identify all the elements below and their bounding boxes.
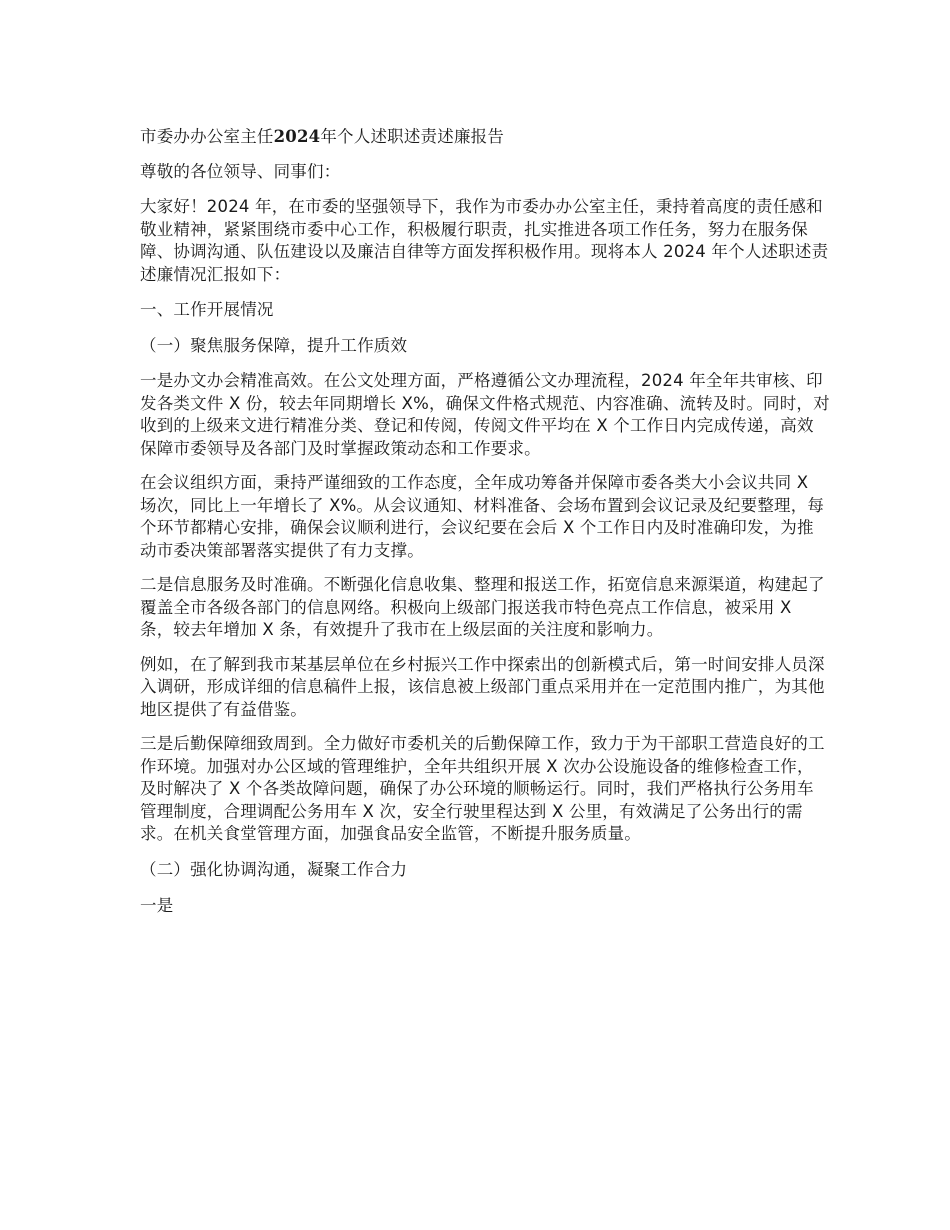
paragraph-logistics: 三是后勤保障细致周到。全力做好市委机关的后勤保障工作，致力于为干部职工营造良好的工作环境。加强对办公区域的管理维护，全年共组织开展 X 次办公设施设备的维修检查工作，及时解决了 X 个各类故障问题，确保了办公环境的顺畅运行。同时，我们严格执行公务用车管理制度，合理调配公务用车 X 次，安全行驶里程达到 X 公里，有效满足了公务出行的需求。在机关食堂管理方面，加强食品安全监管，不断提升服务质量。 xyxy=(140,734,825,843)
document-title xyxy=(140,124,830,150)
subsection-heading-coordination: （二）强化协调沟通，凝聚工作合力 xyxy=(140,859,408,879)
salutation: 尊敬的各位领导、同事们： xyxy=(140,162,341,181)
title-prefix: 市委办办公室主任 xyxy=(140,127,274,146)
paragraph-meeting-organization: 在会议组织方面，秉持严谨细致的工作态度，全年成功筹备并保障市委各类大小会议共同 X 场次，同比上一年增长了 X%。从会议通知、材料准备、会场布置到会议记录及纪要整理，每个环节都精心安排，确保会议顺利进行，会议纪要在会后 X 个工作日内及时准确印发，为推动市委决策部署落实提供了有力支撑。 xyxy=(140,473,825,560)
paragraph-information-service: 二是信息服务及时准确。不断强化信息收集、整理和报送工作，拓宽信息来源渠道，构建起了覆盖全市各级各部门的信息网络。积极向上级部门报送我市特色亮点工作信息，被采用 X 条，较去年增加 X 条，有效提升了我市在上级层面的关注度和影响力。 xyxy=(140,575,825,639)
intro-paragraph: 大家好！2024 年，在市委的坚强领导下，我作为市委办办公室主任，秉持着高度的责任感和敬业精神，紧紧围绕市委中心工作，积极履行职责，扎实推进各项工作任务，努力在服务保障、协调沟通、队伍建设以及廉洁自律等方面发挥积极作用。现将本人 2024 年个人述职述责述廉情况汇报如下： xyxy=(140,197,829,284)
section-heading-work: 一、工作开展情况 xyxy=(140,300,274,319)
paragraph-first-item: 一是 xyxy=(140,895,174,915)
title-suffix: 年个人述职述责述廉报告 xyxy=(320,127,505,146)
paragraph-example: 例如，在了解到我市某基层单位在乡村振兴工作中探索出的创新模式后，第一时间安排人员深入调研，形成详细的信息稿件上报，该信息被上级部门重点采用并在一定范围内推广，为其他地区提供了有益借鉴。 xyxy=(140,654,825,719)
paragraph-document-meeting: 一是办文办会精准高效。在公文处理方面，严格遵循公文办理流程，2024 年全年共审核、印发各类文件 X 份，较去年同期增长 X%，确保文件格式规范、内容准确、流转及时。同时，对收到的上级来文进行精准分类、登记和传阅，传阅文件平均在 X 个工作日内完成传递，高效保障市委领导及各部门及时掌握政策动态和工作要求。 xyxy=(140,371,830,458)
title-year: 2024 xyxy=(273,127,321,146)
document-page xyxy=(140,124,830,930)
subsection-heading-service: （一）聚焦服务保障，提升工作质效 xyxy=(140,336,408,355)
